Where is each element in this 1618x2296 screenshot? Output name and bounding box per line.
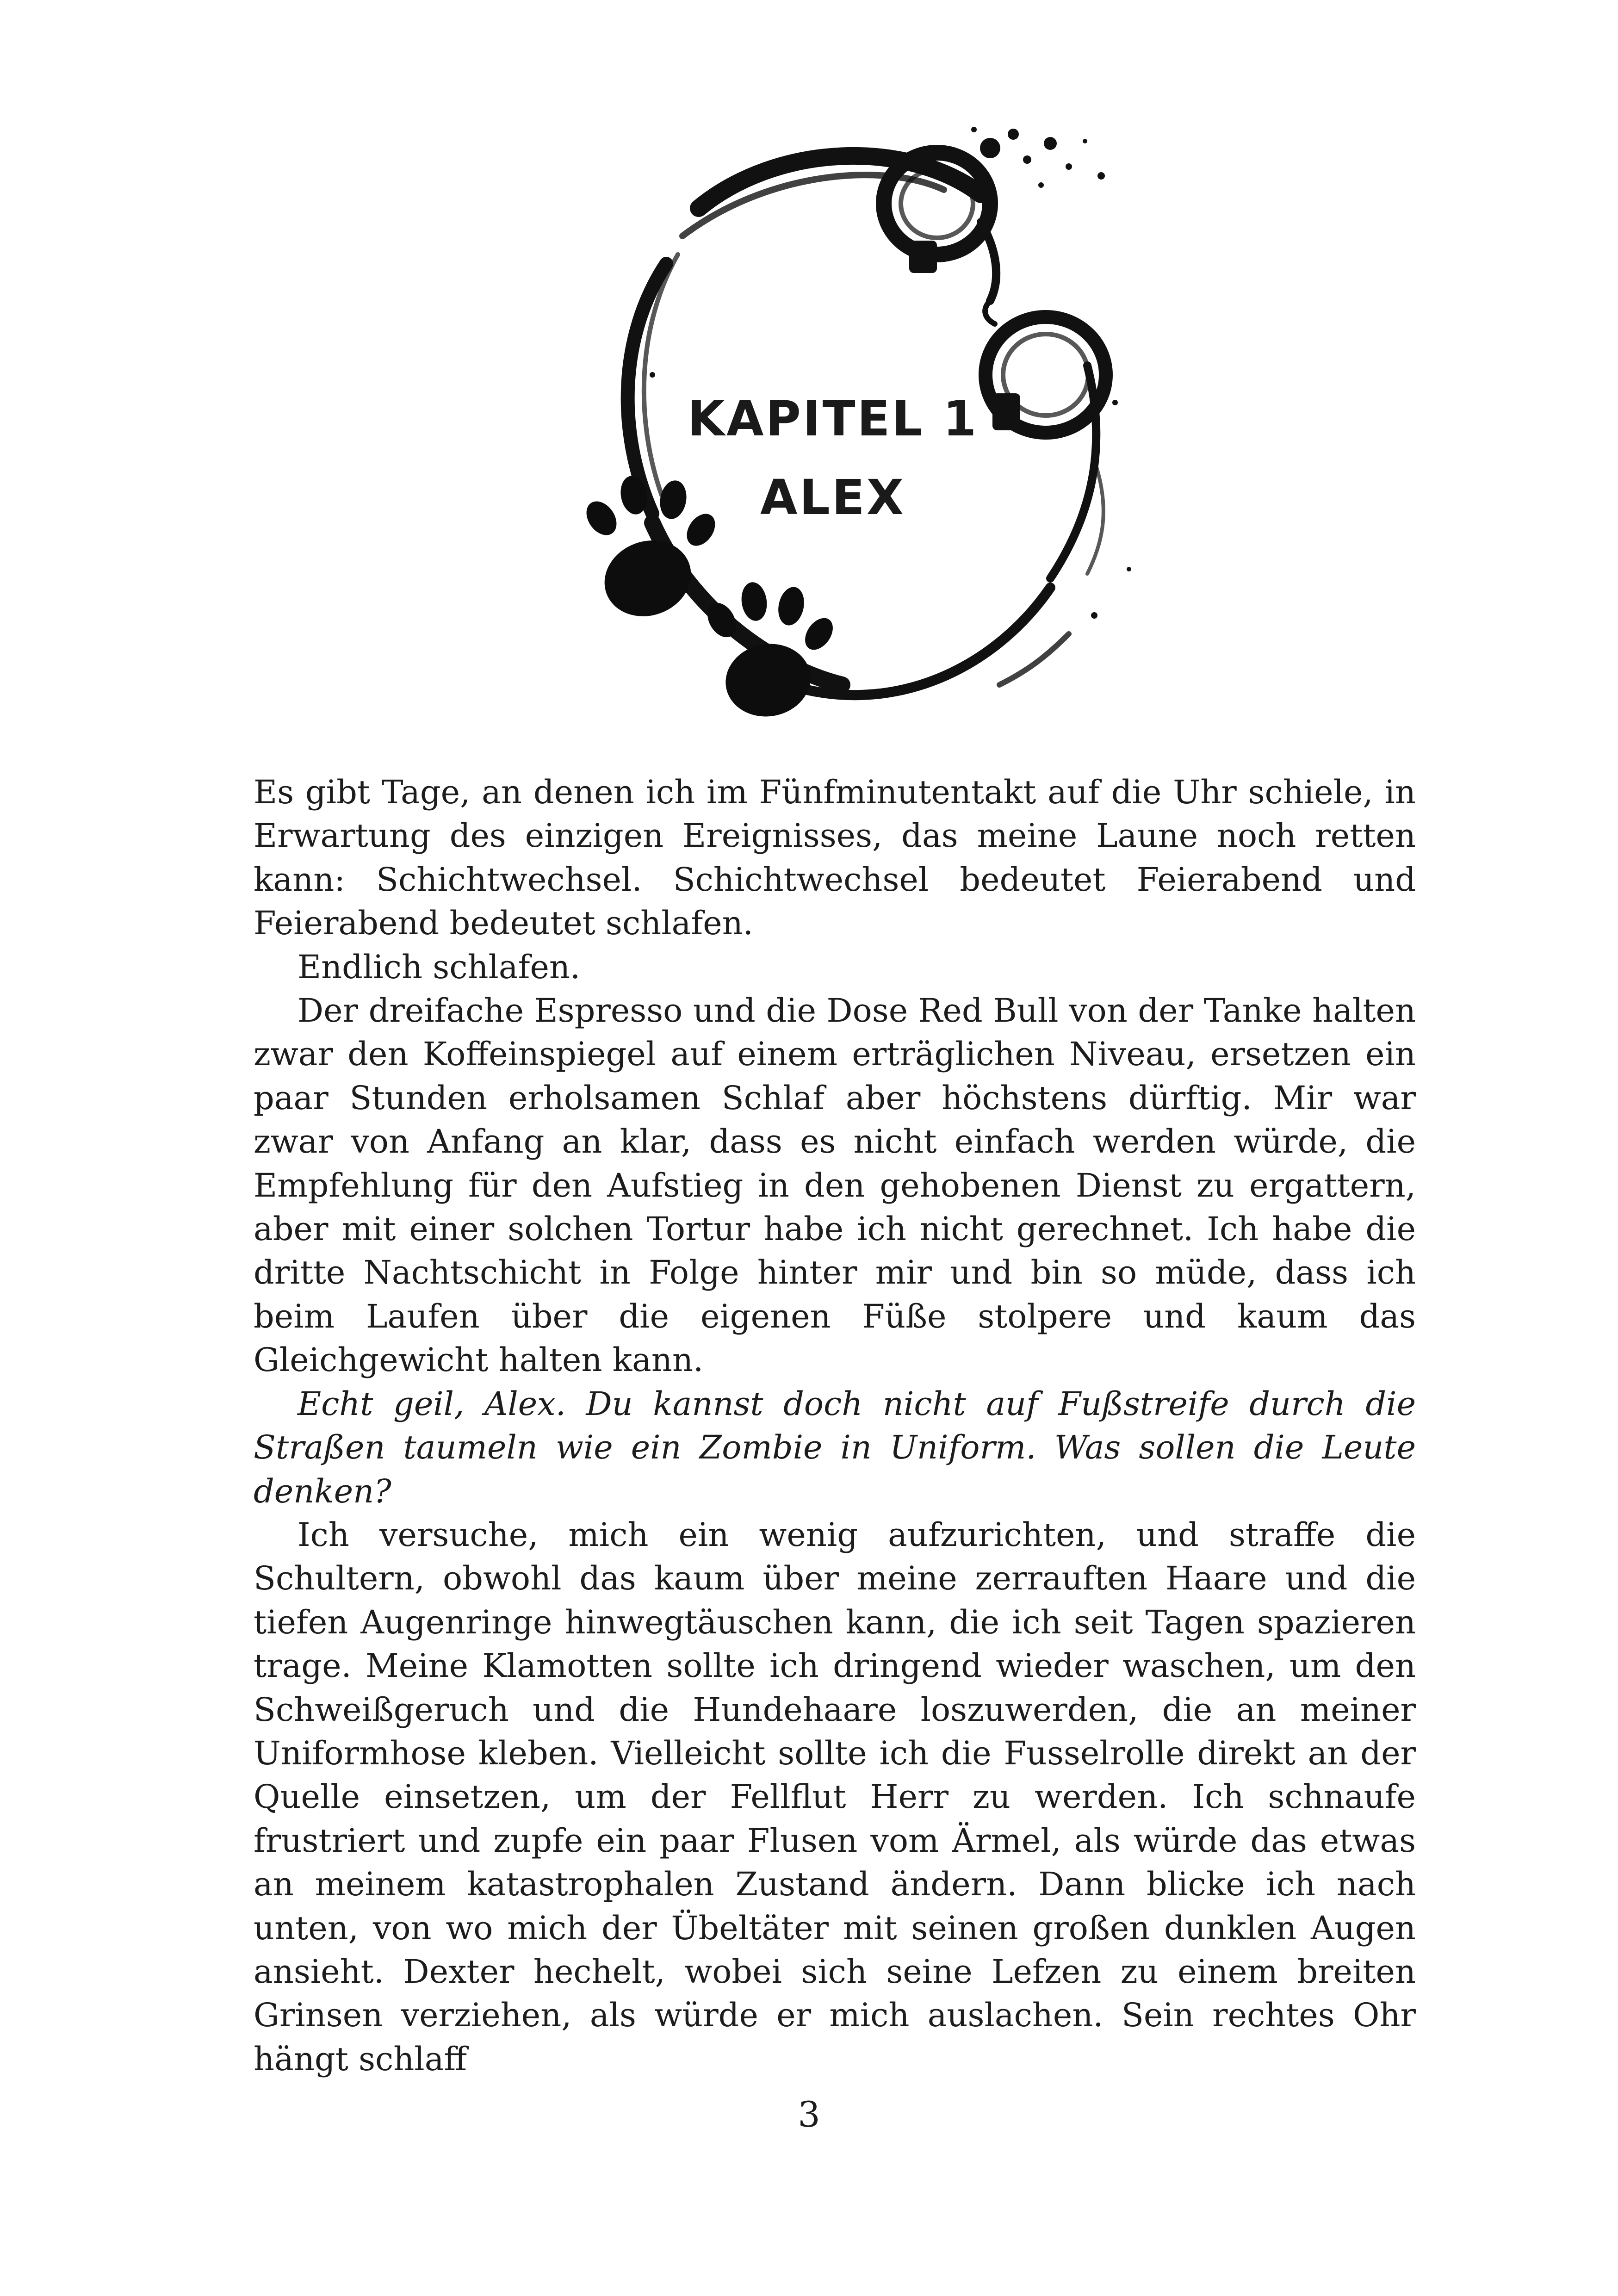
chapter-label: KAPITEL 1: [687, 391, 979, 447]
chapter-body-text: [254, 770, 1416, 2081]
inner-thought-paragraph: Echt geil, Alex. Du kannst doch nicht auf Fußstreife durch die Straßen taumeln wie ein Zombie in Uniform. Was sollen die Leute denken?: [254, 1384, 1416, 1510]
chapter-heading: [583, 389, 1083, 527]
paragraph: Der dreifache Espresso und die Dose Red Bull von der Tanke halten zwar den Koffeinspiegel auf einem erträglichen Niveau, ersetzen ein paar Stunden erholsamen Schlaf aber höchstens dürftig. Mir war zwar von Anfang an klar, dass es nicht einfach werden würde, die Empfehlung für den Aufstieg in den gehobenen Dienst zu ergattern, aber mit einer solchen Tortur habe ich nicht gerechnet. Ich habe die dritte Nachtschicht in Folge hinter mir und bin so müde, dass ich beim Laufen über die eigenen Füße stolpere und kaum das Gleichgewicht halten kann.: [254, 992, 1416, 1379]
chapter-name: ALEX: [760, 469, 905, 526]
paragraph: Es gibt Tage, an denen ich im Fünfminutentakt auf die Uhr schiele, in Erwartung des einzigen Ereignisses, das meine Laune noch retten kann: Schichtwechsel. Schichtwechsel bedeutet Feierabend und Feierabend bedeutet schlafen.: [254, 773, 1416, 943]
paragraph: Ich versuche, mich ein wenig aufzurichten, und straffe die Schultern, obwohl das kaum über meine zerrauften Haare und die tiefen Augenringe hinwegtäuschen kann, die ich seit Tagen spazieren trage. Meine Klamotten sollte ich dringend wieder waschen, um den Schweißgeruch und die Hundehaare loszuwerden, die an meiner Uniformhose kleben. Vielleicht sollte ich die Fusselrolle direkt an der Quelle einsetzen, um der Fellflut Herr zu werden. Ich schnaufe frustriert und zupfe ein paar Flusen vom Ärmel, als würde das etwas an meinem katastrophalen Zustand ändern. Dann blicke ich nach unten, von wo mich der Übeltäter mit seinen großen dunklen Augen ansieht. Dexter hechelt, wobei sich seine Lefzen zu einem breiten Grinsen verziehen, als würde er mich auslachen. Sein rechtes Ohr hängt schlaff: [254, 1515, 1416, 2078]
paragraph: Endlich schlafen.: [298, 948, 581, 986]
page-number: 3: [798, 2094, 820, 2135]
